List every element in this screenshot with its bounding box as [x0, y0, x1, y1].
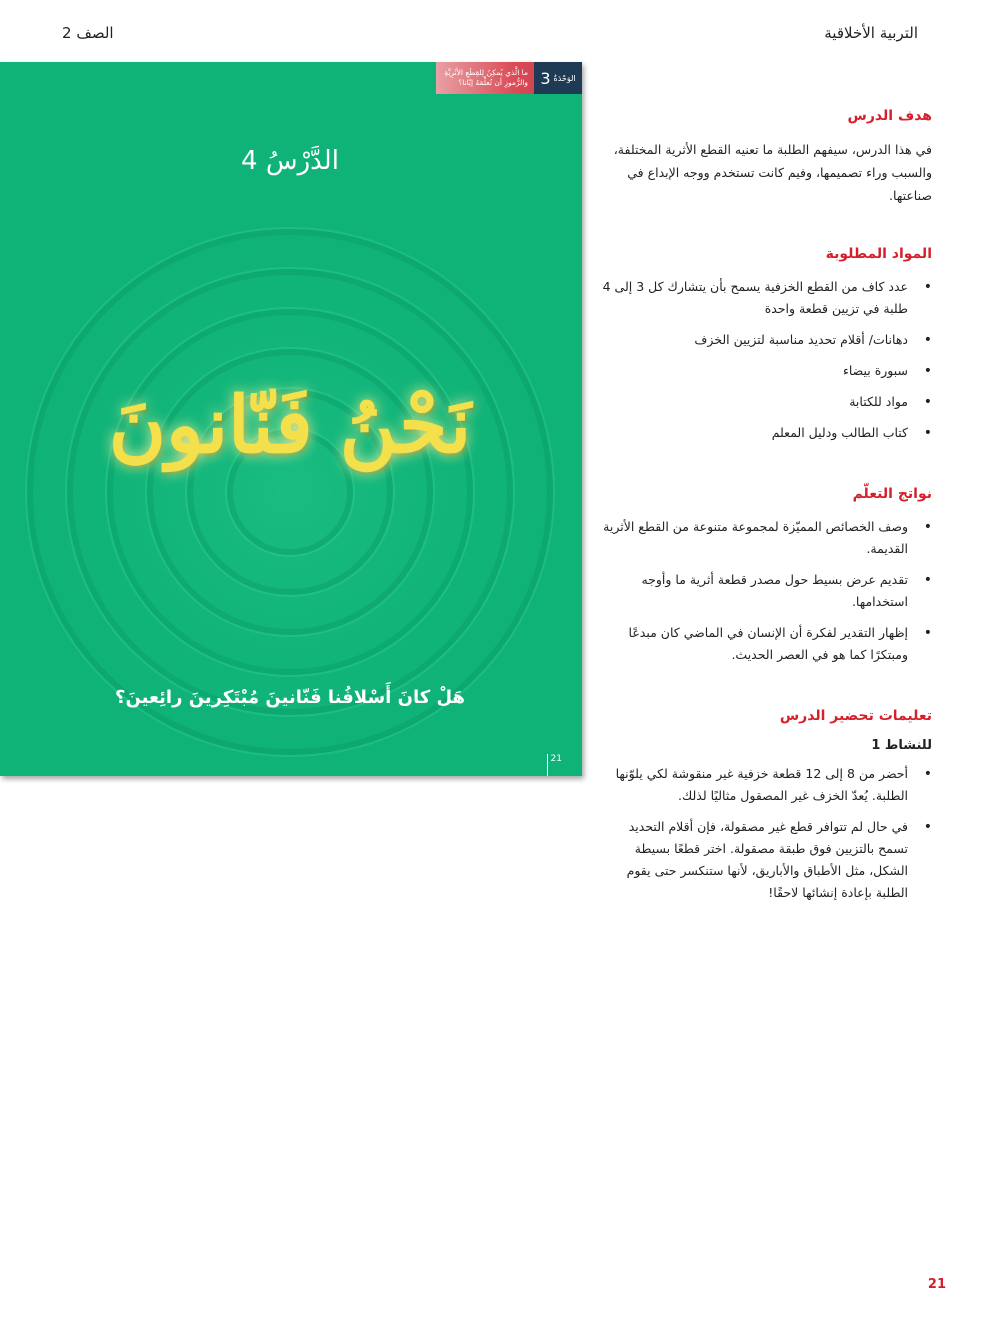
grade-label: الصف 2 [62, 24, 114, 42]
bullet-icon: • [923, 363, 932, 379]
bullet-icon: • [923, 766, 932, 782]
outcomes-section [602, 486, 932, 675]
list-item: • أحضر من 8 إلى 12 قطعة خزفية غير منقوشة لكي يلوّنها الطلبة. يُعدّ الخزف غير المصقول مثاليًا لذلك. [602, 763, 932, 807]
unit-title: ما الَّذي يُمكِنُ لِلقِطَعِ الأثَرِيَّةِ والرُّموزِ أن تُعلِّمَهُ إيّانا؟ [444, 68, 528, 87]
outcomes-list [602, 516, 932, 666]
subject-title: التربية الأخلاقية [824, 24, 918, 42]
materials-list [602, 276, 932, 444]
cover-page-number: 21 [550, 754, 562, 764]
prep-heading: تعليمات تحضير الدرس [779, 708, 932, 724]
list-item: • عدد كاف من القطع الخزفية يسمح بأن يتشارك كل 3 إلى 4 طلبة في تزيين قطعة واحدة [602, 276, 932, 320]
cover-divider [547, 754, 548, 776]
lesson-cover [0, 62, 582, 776]
bullet-icon: • [923, 425, 932, 441]
bullet-icon: • [923, 625, 932, 641]
list-item: • سبورة بيضاء [602, 360, 932, 382]
list-item: • دهانات/ أقلام تحديد مناسبة لتزيين الخزف [602, 329, 932, 351]
list-item: • وصف الخصائص المميّزة لمجموعة متنوعة من القطع الأثرية القديمة. [602, 516, 932, 560]
lesson-label: الدَّرْسُ 4 [241, 146, 339, 176]
page-number: 21 [927, 1277, 946, 1292]
prep-list [602, 763, 932, 904]
list-item: • كتاب الطالب ودليل المعلم [602, 422, 932, 444]
outcomes-heading: نواتج التعلّم [852, 486, 932, 502]
bullet-icon: • [923, 332, 932, 348]
bullet-icon: • [923, 819, 932, 835]
materials-section [602, 246, 932, 453]
goal-text: في هذا الدرس، سيفهم الطلبة ما تعنيه القطع الأثرية المختلفة، والسبب وراء تصميمها، وفيم كانت تستخدم ووجه الإبداع في صناعتها. [613, 142, 932, 203]
goal-section [602, 108, 932, 207]
list-item: • تقديم عرض بسيط حول مصدر قطعة أثرية ما وأوجه استخدامها. [602, 569, 932, 613]
unit-tab [436, 62, 582, 94]
prep-subheading: للنشاط 1 [871, 738, 932, 753]
materials-heading: المواد المطلوبة [825, 246, 932, 262]
lesson-question: هَلْ كانَ أَسْلافُنا فَنّانينَ مُبْتَكِرينَ رائِعينَ؟ [115, 687, 465, 708]
lesson-title: نَحْنُ فَنّانونَ [108, 380, 472, 471]
list-item: • في حال لم تتوافر قطع غير مصقولة، فإن أقلام التحديد تسمح بالتزيين فوق طبقة مصقولة. اختر قطعًا بسيطة الشكل، مثل الأطباق والأباريق، لأنها ستنكسر حتى يقوم الطلبة بإعادة إنشائها لاحقًا! [602, 816, 932, 904]
bullet-icon: • [923, 279, 932, 295]
unit-number: 3 [540, 68, 551, 88]
goal-heading: هدف الدرس [847, 108, 932, 124]
list-item: • مواد للكتابة [602, 391, 932, 413]
bullet-icon: • [923, 519, 932, 535]
prep-section [602, 708, 932, 913]
bullet-icon: • [923, 572, 932, 588]
unit-badge [534, 62, 582, 94]
unit-word: الوَحْدَةُ [553, 73, 576, 83]
list-item: • إظهار التقدير لفكرة أن الإنسان في الماضي كان مبدعًا ومبتكرًا كما هو في العصر الحديث. [602, 622, 932, 666]
bullet-icon: • [923, 394, 932, 410]
